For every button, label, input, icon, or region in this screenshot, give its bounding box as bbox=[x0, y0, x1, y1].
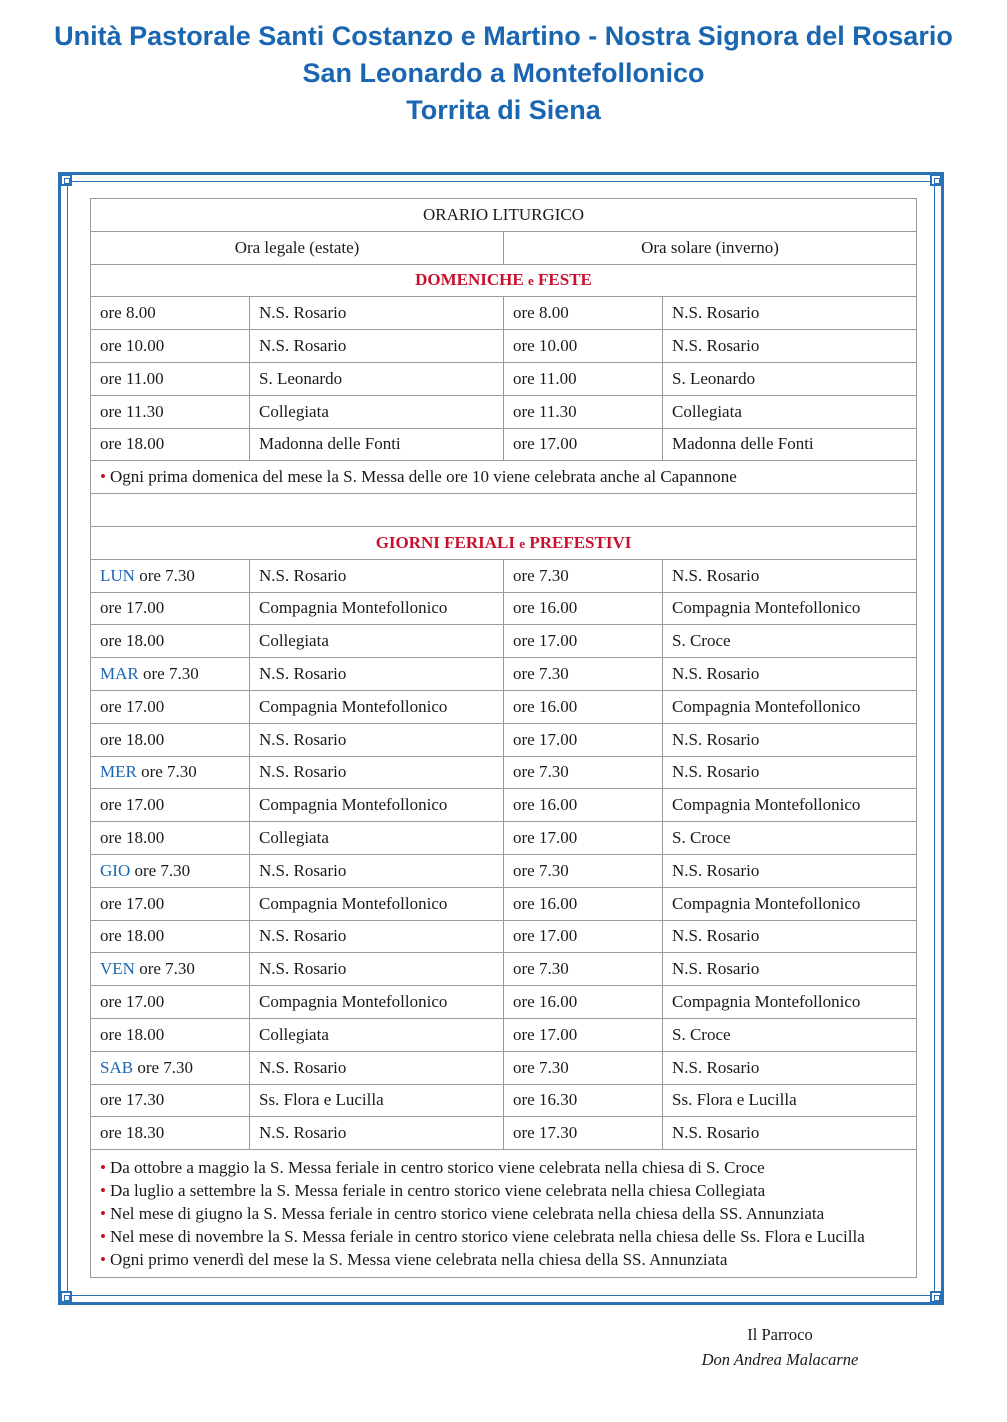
place-summer: Collegiata bbox=[250, 395, 504, 428]
table-row bbox=[91, 723, 917, 756]
time-summer-value: ore 18.00 bbox=[100, 828, 165, 848]
note-text: Da luglio a settembre la S. Messa feriale in centro storico viene celebrata nella chiesa Collegiata bbox=[109, 1181, 766, 1201]
time-winter: ore 17.00 bbox=[504, 1018, 663, 1051]
note-item bbox=[100, 1225, 916, 1248]
time-summer bbox=[91, 756, 250, 789]
place-winter: N.S. Rosario bbox=[663, 330, 917, 363]
table-row bbox=[91, 1084, 917, 1117]
table-row bbox=[91, 1117, 917, 1150]
weekday-label: GIO bbox=[100, 860, 131, 880]
time-summer-value: ore 18.00 bbox=[100, 631, 165, 651]
note-text: Nel mese di giugno la S. Messa feriale in centro storico viene celebrata nella chiesa della SS. Annunziata bbox=[109, 1204, 825, 1224]
time-summer bbox=[91, 887, 250, 920]
time-summer: ore 11.30 bbox=[91, 395, 250, 428]
place-summer: Collegiata bbox=[250, 822, 504, 855]
table-row bbox=[91, 887, 917, 920]
time-summer bbox=[91, 592, 250, 625]
weekday-label: MER bbox=[100, 762, 137, 782]
column-header-summer: Ora legale (estate) bbox=[91, 231, 504, 264]
time-summer bbox=[91, 723, 250, 756]
time-winter: ore 7.30 bbox=[504, 756, 663, 789]
note-item bbox=[100, 1179, 916, 1202]
place-summer: N.S. Rosario bbox=[250, 723, 504, 756]
time-summer bbox=[91, 559, 250, 592]
time-summer bbox=[91, 789, 250, 822]
time-summer bbox=[91, 1051, 250, 1084]
signature-role: Il Parroco bbox=[747, 1325, 813, 1344]
table-row bbox=[91, 986, 917, 1019]
table-row bbox=[91, 1051, 917, 1084]
page-header bbox=[0, 18, 1007, 129]
table-row bbox=[91, 658, 917, 691]
time-winter: ore 16.00 bbox=[504, 690, 663, 723]
place-summer: N.S. Rosario bbox=[250, 953, 504, 986]
place-summer: Compagnia Montefollonico bbox=[250, 887, 504, 920]
table-row bbox=[91, 559, 917, 592]
time-summer-value: ore 7.30 bbox=[134, 860, 191, 880]
place-winter: Madonna delle Fonti bbox=[663, 428, 917, 461]
time-summer-value: ore 17.00 bbox=[100, 696, 165, 716]
place-winter: N.S. Rosario bbox=[663, 756, 917, 789]
time-summer-value: ore 7.30 bbox=[142, 664, 199, 684]
time-winter: ore 7.30 bbox=[504, 1051, 663, 1084]
time-winter: ore 17.00 bbox=[504, 625, 663, 658]
place-winter: N.S. Rosario bbox=[663, 1051, 917, 1084]
time-summer-value: ore 18.00 bbox=[100, 926, 165, 946]
sunday-note-text: Ogni prima domenica del mese la S. Messa delle ore 10 viene celebrata anche al Capannone bbox=[109, 467, 737, 487]
weekday-label: MAR bbox=[100, 664, 139, 684]
place-winter: N.S. Rosario bbox=[663, 723, 917, 756]
header-line-location: San Leonardo a Montefollonico bbox=[302, 58, 705, 88]
time-winter: ore 17.00 bbox=[504, 723, 663, 756]
time-summer: ore 10.00 bbox=[91, 330, 250, 363]
time-summer: ore 18.00 bbox=[91, 428, 250, 461]
time-summer-value: ore 17.00 bbox=[100, 992, 165, 1012]
place-winter: N.S. Rosario bbox=[663, 920, 917, 953]
place-winter: N.S. Rosario bbox=[663, 854, 917, 887]
time-summer bbox=[91, 920, 250, 953]
section-heading-weekdays-conj: e bbox=[519, 535, 526, 551]
note-item bbox=[100, 1202, 916, 1225]
spacer-cell bbox=[91, 494, 917, 527]
section-heading-sundays bbox=[91, 264, 917, 297]
place-summer: N.S. Rosario bbox=[250, 756, 504, 789]
time-summer-value: ore 7.30 bbox=[141, 762, 197, 782]
table-row bbox=[91, 756, 917, 789]
column-header-row bbox=[91, 231, 917, 264]
section-heading-sundays-end: FESTE bbox=[538, 270, 592, 290]
bullet-icon: • bbox=[100, 1158, 106, 1178]
bullet-icon: • bbox=[100, 467, 106, 487]
section-heading-row-weekdays bbox=[91, 526, 917, 559]
table-row bbox=[91, 953, 917, 986]
time-winter: ore 16.00 bbox=[504, 986, 663, 1019]
weekday-notes-row bbox=[91, 1150, 917, 1278]
liturgical-schedule-table bbox=[90, 198, 917, 1278]
header-line-town: Torrita di Siena bbox=[406, 95, 601, 125]
time-winter: ore 16.30 bbox=[504, 1084, 663, 1117]
frame-corner-ornament-bottom-right bbox=[930, 1291, 942, 1303]
time-summer: ore 11.00 bbox=[91, 362, 250, 395]
weekday-notes bbox=[91, 1150, 917, 1278]
section-heading-weekdays-end: PREFESTIVI bbox=[529, 532, 632, 552]
time-winter: ore 17.00 bbox=[504, 822, 663, 855]
place-winter: S. Croce bbox=[663, 1018, 917, 1051]
place-summer: Ss. Flora e Lucilla bbox=[250, 1084, 504, 1117]
place-winter: N.S. Rosario bbox=[663, 953, 917, 986]
table-title: ORARIO LITURGICO bbox=[91, 199, 917, 232]
time-summer bbox=[91, 854, 250, 887]
place-summer: Compagnia Montefollonico bbox=[250, 690, 504, 723]
time-summer-value: ore 17.00 bbox=[100, 795, 165, 815]
time-summer-value: ore 18.30 bbox=[100, 1123, 165, 1143]
table-row bbox=[91, 920, 917, 953]
bullet-icon: • bbox=[100, 1250, 106, 1270]
table-row bbox=[91, 854, 917, 887]
note-text: Ogni primo venerdì del mese la S. Messa viene celebrata nella chiesa della SS. Annunziata bbox=[109, 1250, 728, 1270]
time-summer bbox=[91, 1018, 250, 1051]
bullet-icon: • bbox=[100, 1204, 106, 1224]
time-winter: ore 7.30 bbox=[504, 953, 663, 986]
signature-name: Don Andrea Malacarne bbox=[701, 1350, 859, 1369]
time-summer: ore 8.00 bbox=[91, 297, 250, 330]
table-row bbox=[91, 362, 917, 395]
time-winter: ore 11.00 bbox=[504, 362, 663, 395]
place-winter: N.S. Rosario bbox=[663, 658, 917, 691]
note-text: Da ottobre a maggio la S. Messa feriale in centro storico viene celebrata nella chiesa di S. Croce bbox=[109, 1158, 765, 1178]
time-winter: ore 17.00 bbox=[504, 428, 663, 461]
weekday-label: LUN bbox=[100, 565, 135, 585]
place-winter: Compagnia Montefollonico bbox=[663, 887, 917, 920]
column-header-winter: Ora solare (inverno) bbox=[504, 231, 917, 264]
frame-corner-ornament-bottom-left bbox=[60, 1291, 72, 1303]
time-summer-value: ore 18.00 bbox=[100, 729, 165, 749]
place-winter: Compagnia Montefollonico bbox=[663, 986, 917, 1019]
time-summer bbox=[91, 822, 250, 855]
time-summer-value: ore 17.30 bbox=[100, 1090, 165, 1110]
place-summer: N.S. Rosario bbox=[250, 854, 504, 887]
place-winter: Collegiata bbox=[663, 395, 917, 428]
place-winter: Ss. Flora e Lucilla bbox=[663, 1084, 917, 1117]
place-summer: S. Leonardo bbox=[250, 362, 504, 395]
note-item bbox=[100, 1156, 916, 1179]
place-summer: Compagnia Montefollonico bbox=[250, 592, 504, 625]
section-heading-weekdays-main: GIORNI FERIALI bbox=[375, 532, 516, 552]
section-heading-sundays-conj: e bbox=[528, 273, 534, 289]
time-summer-value: ore 17.00 bbox=[100, 598, 165, 618]
time-winter: ore 17.00 bbox=[504, 920, 663, 953]
time-winter: ore 16.00 bbox=[504, 592, 663, 625]
place-summer: N.S. Rosario bbox=[250, 1051, 504, 1084]
time-winter: ore 7.30 bbox=[504, 658, 663, 691]
time-winter: ore 17.30 bbox=[504, 1117, 663, 1150]
section-heading-row-sundays bbox=[91, 264, 917, 297]
time-summer-value: ore 18.00 bbox=[100, 1024, 165, 1044]
time-summer-value: ore 17.00 bbox=[100, 893, 165, 913]
time-winter: ore 11.30 bbox=[504, 395, 663, 428]
time-winter: ore 7.30 bbox=[504, 854, 663, 887]
table-row bbox=[91, 592, 917, 625]
time-summer bbox=[91, 690, 250, 723]
weekday-label: VEN bbox=[100, 959, 135, 979]
table-row bbox=[91, 395, 917, 428]
table-row bbox=[91, 690, 917, 723]
place-winter: S. Croce bbox=[663, 822, 917, 855]
note-text: Nel mese di novembre la S. Messa feriale in centro storico viene celebrata nella chiesa delle Ss. Flora e Lucilla bbox=[109, 1227, 865, 1247]
time-summer bbox=[91, 1084, 250, 1117]
section-heading-sundays-main: DOMENICHE bbox=[415, 270, 524, 290]
place-summer: N.S. Rosario bbox=[250, 658, 504, 691]
spacer-row bbox=[91, 494, 917, 527]
place-winter: Compagnia Montefollonico bbox=[663, 690, 917, 723]
header-line-parish-unit: Unità Pastorale Santi Costanzo e Martino - Nostra Signora del Rosario bbox=[54, 21, 953, 51]
place-summer: Madonna delle Fonti bbox=[250, 428, 504, 461]
table-row bbox=[91, 625, 917, 658]
time-summer bbox=[91, 953, 250, 986]
frame-corner-ornament-top-left bbox=[60, 174, 72, 186]
place-winter: S. Leonardo bbox=[663, 362, 917, 395]
time-summer bbox=[91, 1117, 250, 1150]
sunday-note bbox=[91, 461, 917, 494]
time-summer-value: ore 7.30 bbox=[139, 959, 195, 979]
time-winter: ore 7.30 bbox=[504, 559, 663, 592]
time-summer-value: ore 7.30 bbox=[137, 1057, 194, 1077]
place-summer: Collegiata bbox=[250, 625, 504, 658]
place-winter: S. Croce bbox=[663, 625, 917, 658]
bullet-icon: • bbox=[100, 1227, 106, 1247]
bullet-icon: • bbox=[100, 1181, 106, 1201]
place-summer: N.S. Rosario bbox=[250, 330, 504, 363]
table-row bbox=[91, 789, 917, 822]
place-summer: N.S. Rosario bbox=[250, 297, 504, 330]
time-winter: ore 8.00 bbox=[504, 297, 663, 330]
table-title-row bbox=[91, 199, 917, 232]
table-row bbox=[91, 1018, 917, 1051]
place-winter: Compagnia Montefollonico bbox=[663, 789, 917, 822]
table-row bbox=[91, 822, 917, 855]
time-winter: ore 16.00 bbox=[504, 789, 663, 822]
time-winter: ore 16.00 bbox=[504, 887, 663, 920]
time-summer bbox=[91, 625, 250, 658]
sunday-note-row bbox=[91, 461, 917, 494]
section-heading-weekdays bbox=[91, 526, 917, 559]
time-winter: ore 10.00 bbox=[504, 330, 663, 363]
place-summer: Compagnia Montefollonico bbox=[250, 789, 504, 822]
table-row bbox=[91, 330, 917, 363]
weekday-label: SAB bbox=[100, 1057, 134, 1077]
place-winter: N.S. Rosario bbox=[663, 297, 917, 330]
place-summer: Collegiata bbox=[250, 1018, 504, 1051]
place-summer: N.S. Rosario bbox=[250, 920, 504, 953]
note-item bbox=[100, 1248, 916, 1271]
time-summer bbox=[91, 658, 250, 691]
frame-corner-ornament-top-right bbox=[930, 174, 942, 186]
place-summer: Compagnia Montefollonico bbox=[250, 986, 504, 1019]
place-summer: N.S. Rosario bbox=[250, 1117, 504, 1150]
place-winter: N.S. Rosario bbox=[663, 559, 917, 592]
place-winter: N.S. Rosario bbox=[663, 1117, 917, 1150]
table-row bbox=[91, 297, 917, 330]
time-summer-value: ore 7.30 bbox=[139, 565, 195, 585]
place-summer: N.S. Rosario bbox=[250, 559, 504, 592]
table-row bbox=[91, 428, 917, 461]
place-winter: Compagnia Montefollonico bbox=[663, 592, 917, 625]
time-summer bbox=[91, 986, 250, 1019]
